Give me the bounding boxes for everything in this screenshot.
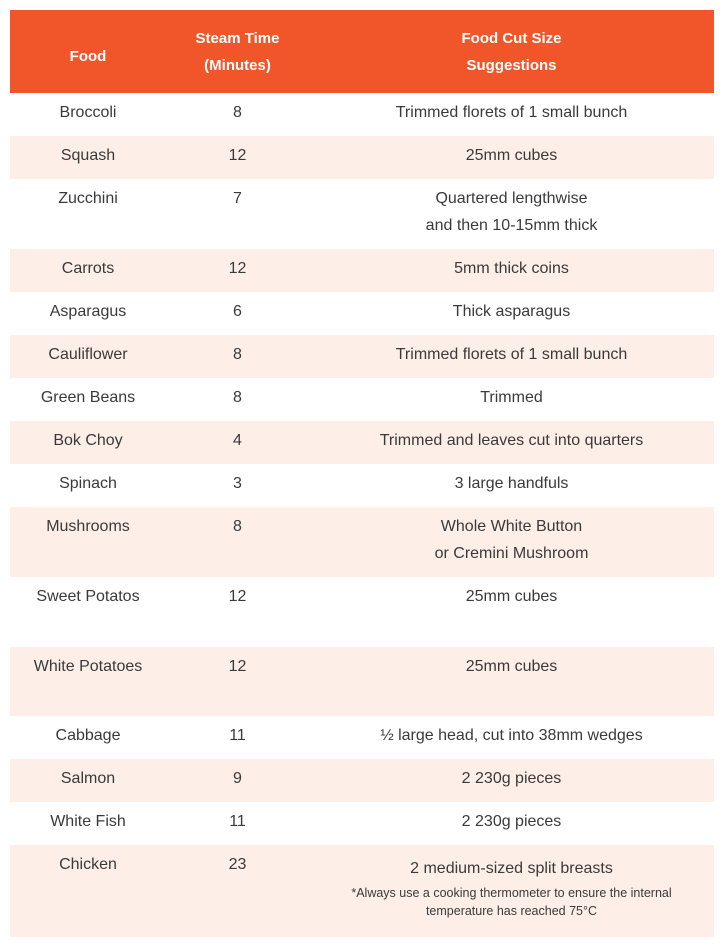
- cut-size-line: 2 230g pieces: [461, 770, 562, 787]
- table-row: [10, 136, 714, 179]
- food-cell: Bok Choy: [53, 432, 123, 449]
- food-cell: Green Beans: [40, 389, 136, 406]
- cut-size-line: 2 230g pieces: [461, 813, 562, 830]
- table-row: [10, 507, 714, 577]
- cut-size-line: or Cremini Mushroom: [434, 545, 589, 562]
- cut-size-cell: [309, 808, 714, 845]
- safety-note: [309, 884, 714, 920]
- steam-time-cell: 7: [233, 190, 242, 207]
- table-row: [10, 292, 714, 335]
- cut-size-line: 25mm cubes: [465, 588, 558, 605]
- table-row: [10, 464, 714, 507]
- table-row: [10, 647, 714, 716]
- cut-size-line: and then 10-15mm thick: [425, 217, 598, 234]
- steam-time-table: [10, 10, 714, 937]
- cut-size-cell: [309, 142, 714, 179]
- table-row: [10, 802, 714, 845]
- cut-size-line: Trimmed florets of 1 small bunch: [395, 346, 628, 363]
- food-cell: Broccoli: [59, 104, 117, 121]
- steam-time-cell: 11: [229, 727, 246, 744]
- table-row: [10, 378, 714, 421]
- header-cut-line1: Food Cut Size: [461, 29, 562, 47]
- header-food-label: Food: [69, 48, 107, 65]
- table-row: [10, 421, 714, 464]
- steam-time-cell: 12: [228, 658, 247, 675]
- cut-size-cell: [309, 583, 714, 647]
- cut-size-line: Thick asparagus: [452, 303, 571, 320]
- steam-time-cell: 12: [228, 260, 247, 277]
- cut-size-line: 3 large handfuls: [454, 475, 569, 492]
- header-cut-line2: Suggestions: [466, 56, 557, 74]
- cut-size-cell: [309, 341, 714, 378]
- header-steam-time: [166, 25, 309, 79]
- cut-size-cell: [309, 185, 714, 249]
- food-cell: Salmon: [60, 770, 116, 787]
- food-cell: White Fish: [50, 813, 126, 830]
- cut-size-cell: [309, 298, 714, 335]
- food-cell: Zucchini: [58, 190, 118, 207]
- table-row: [10, 249, 714, 292]
- cut-size-cell: [309, 653, 714, 716]
- steam-time-cell: 4: [233, 432, 242, 449]
- header-steam-time-line1: Steam Time: [195, 29, 280, 47]
- food-cell: Asparagus: [49, 303, 127, 320]
- cut-size-line: Trimmed florets of 1 small bunch: [395, 104, 628, 121]
- steam-time-cell: 12: [228, 147, 247, 164]
- safety-note-line: *Always use a cooking thermometer to ensure the internal: [351, 886, 672, 900]
- table-row: [10, 759, 714, 802]
- table-row: [10, 845, 714, 937]
- cut-size-cell: [309, 470, 714, 507]
- food-cell: Mushrooms: [46, 518, 130, 535]
- safety-note-line: temperature has reached 75°C: [425, 904, 598, 918]
- cut-size-cell: [309, 851, 714, 937]
- cut-size-cell: [309, 384, 714, 421]
- cut-size-cell: [309, 427, 714, 464]
- steam-time-cell: 6: [233, 303, 242, 320]
- cut-size-line: 5mm thick coins: [454, 260, 569, 277]
- food-cell: Squash: [60, 147, 116, 164]
- cut-size-cell: [309, 765, 714, 802]
- steam-time-cell: 9: [233, 770, 242, 787]
- steam-time-cell: 8: [233, 346, 242, 363]
- steam-time-cell: 8: [233, 518, 242, 535]
- food-cell: Cauliflower: [48, 346, 128, 363]
- table-row: [10, 93, 714, 136]
- steam-time-cell: 8: [233, 104, 242, 121]
- food-cell: Chicken: [59, 856, 117, 873]
- header-food: [10, 33, 166, 70]
- steam-time-cell: 23: [228, 856, 247, 873]
- cut-size-line: Trimmed: [480, 389, 543, 406]
- food-cell: Spinach: [59, 475, 117, 492]
- cut-size-line: ½ large head, cut into 38mm wedges: [380, 727, 643, 744]
- cut-size-line: 25mm cubes: [465, 658, 558, 675]
- cut-size-line: 2 medium-sized split breasts: [410, 860, 613, 877]
- table-body: [10, 93, 714, 937]
- food-cell: Cabbage: [55, 727, 121, 744]
- table-header: [10, 10, 714, 93]
- cut-size-line: Quartered lengthwise: [435, 190, 588, 207]
- steam-time-cell: 12: [228, 588, 247, 605]
- table-row: [10, 335, 714, 378]
- cut-size-cell: [309, 255, 714, 292]
- food-cell: Sweet Potatos: [36, 588, 140, 605]
- cut-size-cell: [309, 99, 714, 136]
- cut-size-line: Whole White Button: [440, 518, 583, 535]
- table-row: [10, 716, 714, 759]
- table-row: [10, 577, 714, 647]
- steam-time-cell: 3: [233, 475, 242, 492]
- cut-size-cell: [309, 722, 714, 759]
- header-cut-size: [309, 25, 714, 79]
- table-row: [10, 179, 714, 249]
- food-cell: White Potatoes: [33, 658, 143, 675]
- food-cell: Carrots: [61, 260, 115, 277]
- cut-size-line: Trimmed and leaves cut into quarters: [379, 432, 644, 449]
- cut-size-line: 25mm cubes: [465, 147, 558, 164]
- steam-time-cell: 11: [229, 813, 246, 830]
- steam-time-cell: 8: [233, 389, 242, 406]
- cut-size-cell: [309, 513, 714, 577]
- header-steam-time-line2: (Minutes): [204, 56, 271, 74]
